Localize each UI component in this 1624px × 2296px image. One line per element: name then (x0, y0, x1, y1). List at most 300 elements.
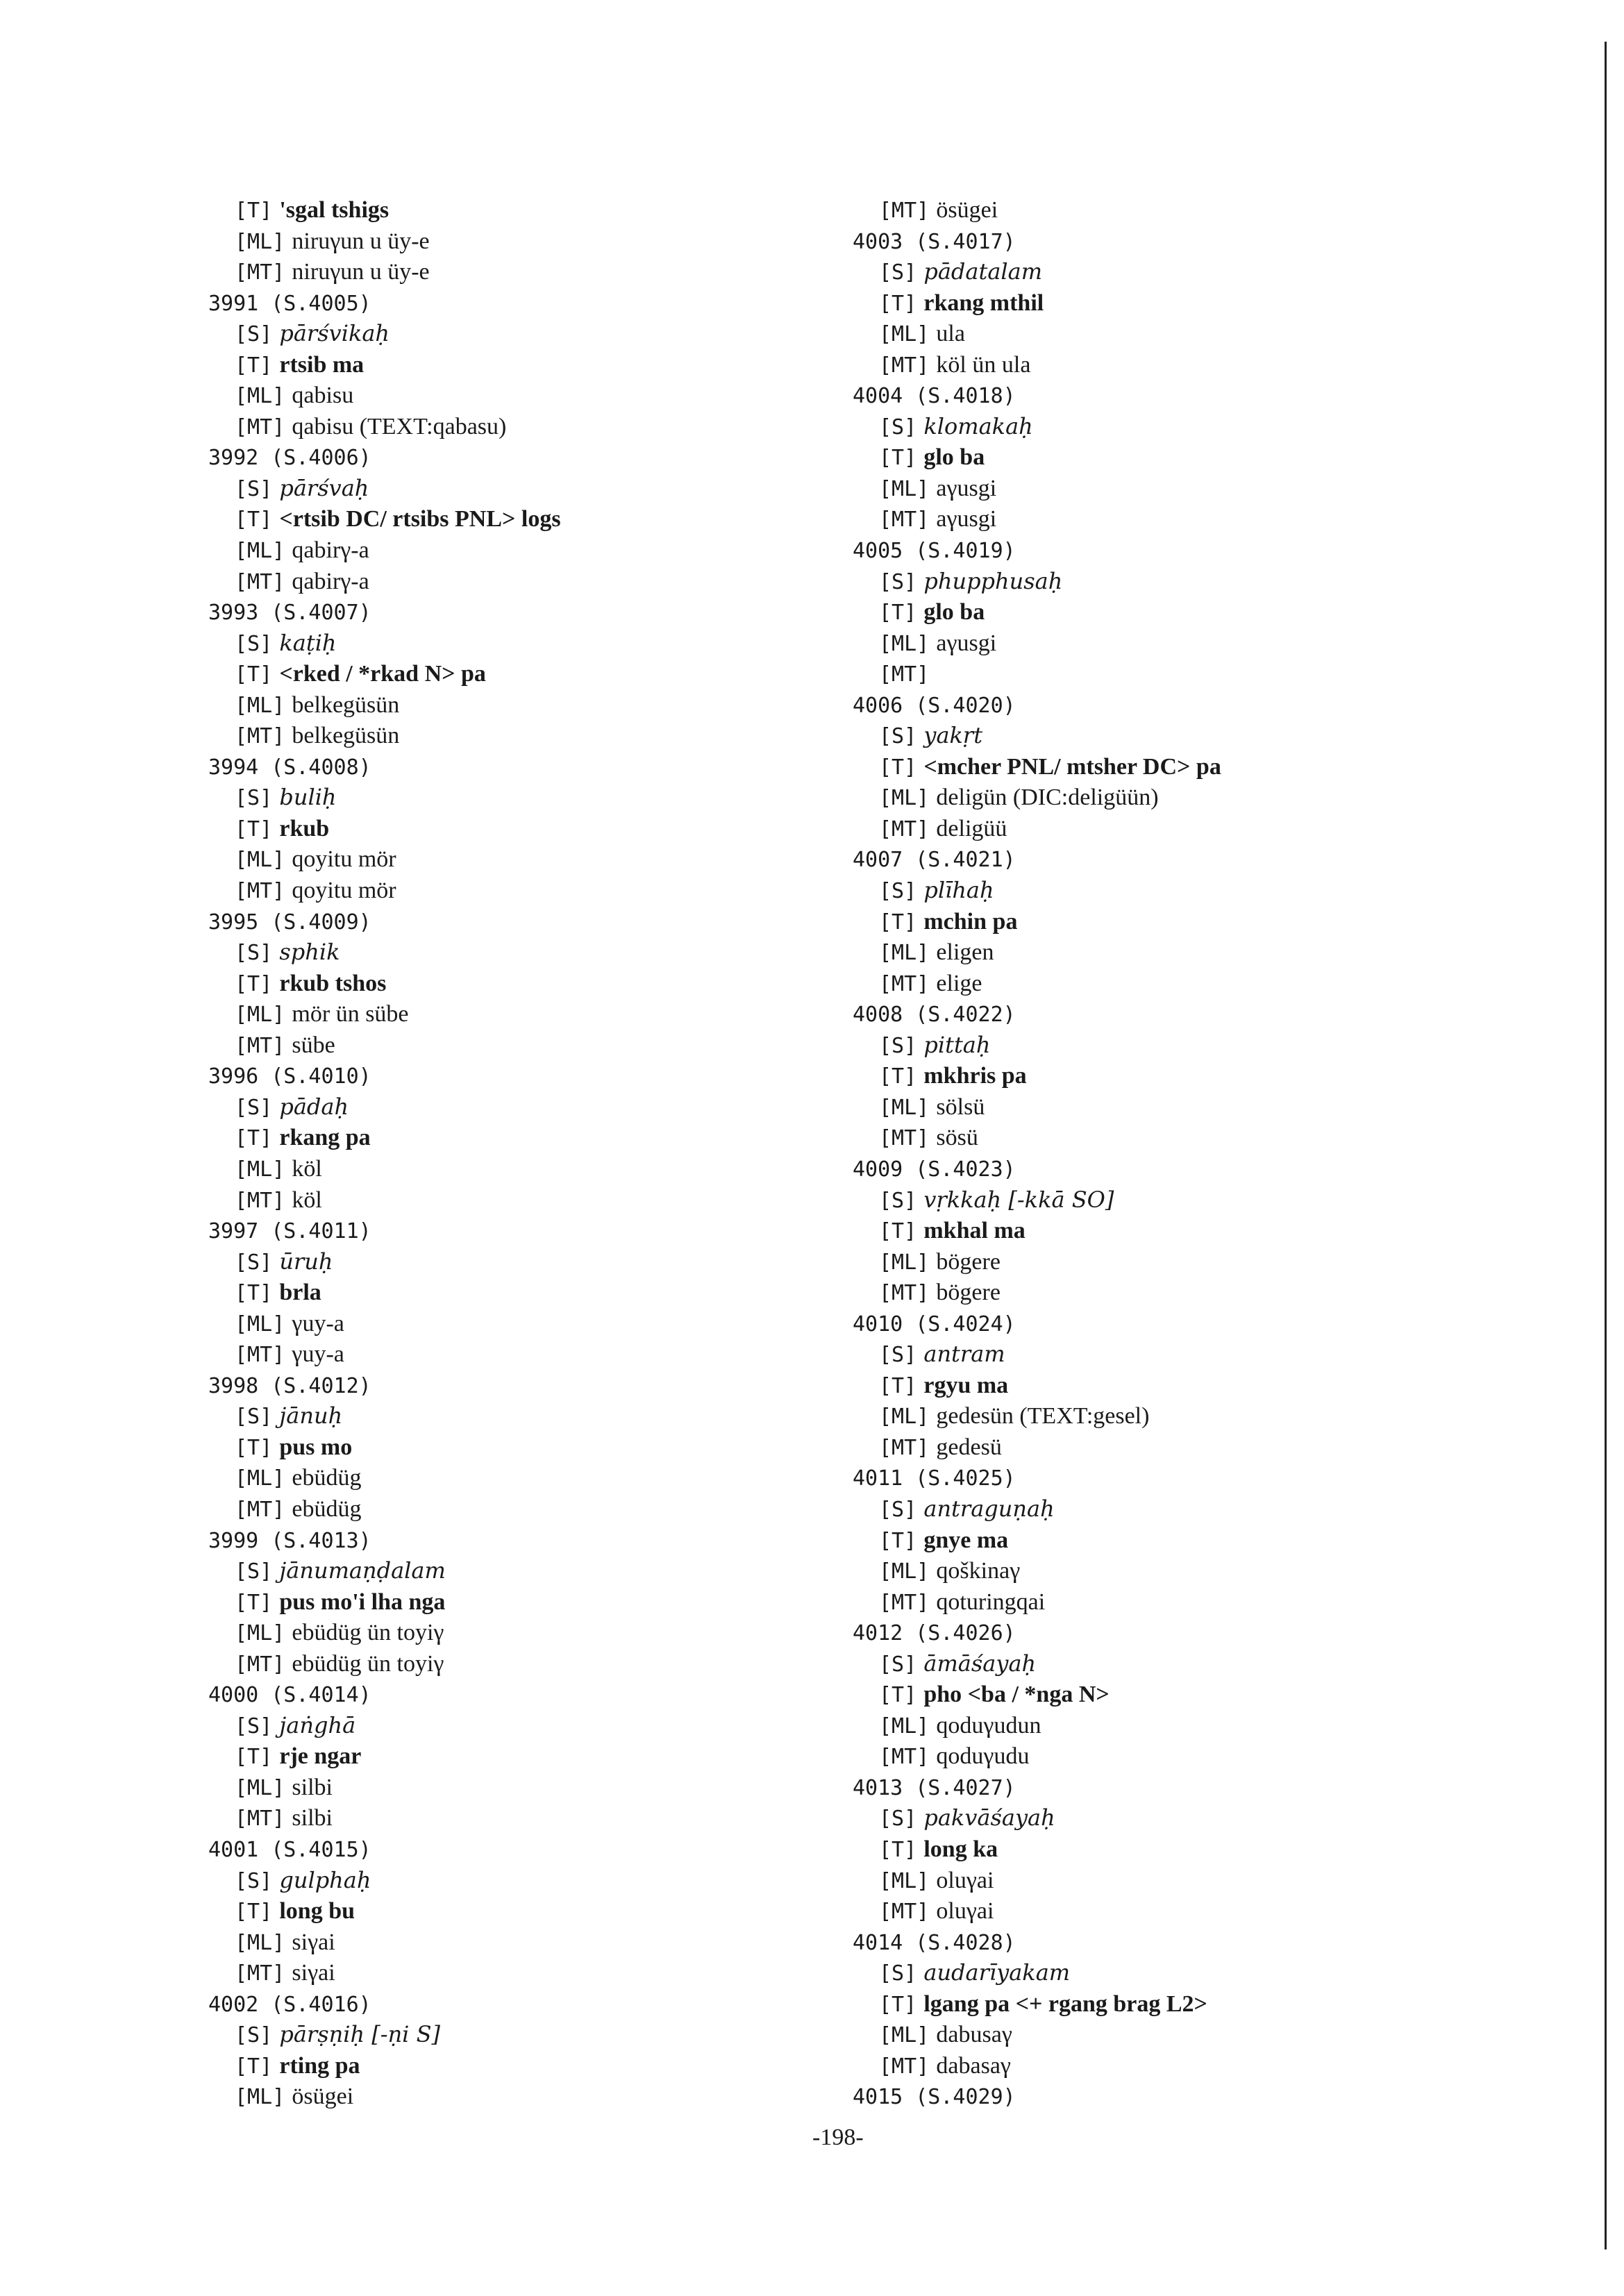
entry-line-t (208, 503, 833, 535)
entry-line-ml (853, 1091, 1547, 1123)
entry-line-t (208, 1432, 833, 1463)
entry-line-ml (853, 473, 1547, 504)
entry-line-mt (853, 1895, 1547, 1927)
entry-line-s (853, 1030, 1547, 1061)
entry-number: 4005 (853, 539, 903, 564)
language-tag: [ML] (879, 1405, 930, 1430)
entry-line-s (208, 1246, 833, 1277)
entry-line-ml (208, 1927, 833, 1958)
entry-header (208, 1525, 833, 1556)
entry-line-t (853, 1370, 1547, 1401)
entry-text: rkub (279, 815, 330, 841)
entry-line-t (853, 906, 1547, 937)
sanskrit-reference: (S.4008) (271, 755, 371, 780)
entry-text: siγai (292, 1929, 335, 1955)
entry-text: köl ün ula (936, 351, 1031, 378)
entry-line-mt (208, 1957, 833, 1988)
entry-line-ml (853, 937, 1547, 968)
language-tag: [ML] (235, 1157, 285, 1182)
entry-line-ml (853, 1555, 1547, 1586)
language-tag: [S] (879, 260, 917, 285)
entry-text: sübe (292, 1032, 335, 1058)
sanskrit-reference: (S.4014) (271, 1683, 371, 1708)
language-tag: [S] (879, 724, 917, 749)
page-number: -198- (812, 2125, 864, 2150)
entry-text: eligen (936, 939, 994, 966)
entry-text: qabisu (TEXT:qabasu) (292, 413, 507, 439)
language-tag: [S] (879, 1188, 917, 1213)
language-tag: [MT] (879, 816, 930, 841)
entry-number: 3994 (208, 755, 259, 780)
sanskrit-reference: (S.4012) (271, 1373, 371, 1398)
entry-line-t (208, 1895, 833, 1927)
language-tag: [S] (235, 786, 273, 811)
entry-number: 3996 (208, 1064, 259, 1089)
entry-line-t (208, 1122, 833, 1153)
language-tag: [T] (879, 1219, 917, 1244)
entry-text: glo ba (923, 599, 985, 626)
entry-number: 4004 (853, 384, 903, 409)
entry-text: silbi (292, 1805, 333, 1832)
entry-header (853, 380, 1547, 411)
language-tag: [T] (879, 1837, 917, 1862)
entry-number: 4003 (853, 229, 903, 254)
entry-line-ml (208, 1617, 833, 1648)
entry-line-ml (208, 535, 833, 566)
entry-line-mt (208, 566, 833, 597)
language-tag: [S] (879, 1497, 917, 1522)
entry-line-ml (853, 1865, 1547, 1896)
entry-header (208, 596, 833, 628)
sanskrit-reference: (S.4006) (271, 446, 371, 471)
language-tag: [MT] (879, 353, 930, 378)
entry-line-mt (208, 1184, 833, 1216)
language-tag: [T] (879, 1528, 917, 1553)
entry-text: rting pa (279, 2052, 360, 2079)
entry-header (208, 751, 833, 782)
entry-text: aγusgi (936, 475, 997, 501)
entry-line-ml (208, 1772, 833, 1803)
language-tag: [T] (879, 1992, 917, 2017)
entry-line-s (208, 2019, 833, 2050)
entry-text: antram (923, 1341, 1005, 1368)
entry-text: dabasaγ (936, 2052, 1011, 2079)
entry-text: ebüdüg (292, 1465, 362, 1491)
language-tag: [MT] (235, 1343, 285, 1368)
entry-line-ml (208, 998, 833, 1030)
entry-text: qabirγ-a (292, 568, 369, 594)
entry-text: ūruḥ (279, 1248, 333, 1275)
sanskrit-reference: (S.4022) (915, 1003, 1016, 1028)
language-tag: [ML] (879, 2023, 930, 2048)
entry-number: 4010 (853, 1312, 903, 1336)
entry-header (853, 2081, 1547, 2112)
language-tag: [MT] (235, 1188, 285, 1213)
entry-header (208, 906, 833, 937)
entry-text: pārśvaḥ (279, 474, 369, 501)
entry-text: pittaḥ (923, 1031, 991, 1058)
entry-line-mt (208, 1030, 833, 1061)
language-tag: [T] (879, 601, 917, 626)
entry-text: aγusgi (936, 506, 997, 533)
entry-text: ula (936, 321, 965, 347)
language-tag: [ML] (879, 1250, 930, 1275)
entry-line-mt (853, 813, 1547, 844)
sanskrit-reference: (S.4027) (915, 1775, 1016, 1800)
language-tag: [T] (879, 910, 917, 935)
entry-text: long bu (279, 1898, 355, 1925)
entry-text: yakṛt (923, 722, 983, 749)
entry-line-ml (208, 226, 833, 257)
language-tag: [ML] (235, 229, 285, 254)
entry-text: deligüü (936, 815, 1007, 841)
entry-text: mkhris pa (923, 1063, 1027, 1089)
entry-text: aγusgi (936, 630, 997, 656)
entry-text: ösügei (292, 2084, 354, 2110)
language-tag: [ML] (879, 1559, 930, 1584)
language-tag: [MT] (235, 724, 285, 749)
language-tag: [T] (235, 971, 273, 996)
entry-line-mt (853, 1586, 1547, 1618)
entry-line-s (853, 1339, 1547, 1370)
entry-line-ml (853, 318, 1547, 349)
language-tag: [S] (879, 1033, 917, 1058)
language-tag: [S] (235, 1559, 273, 1584)
entry-text: pārśvikaḥ (279, 320, 390, 347)
entry-number: 4002 (208, 1992, 259, 2017)
language-tag: [T] (879, 1683, 917, 1708)
language-tag: [MT] (235, 1033, 285, 1058)
entry-number: 3991 (208, 291, 259, 316)
entry-text: elige (936, 970, 982, 996)
entry-line-ml (208, 1462, 833, 1493)
entry-line-mt (208, 720, 833, 751)
language-tag: [ML] (235, 693, 285, 718)
entry-line-s (853, 1184, 1547, 1216)
entry-header (208, 1988, 833, 2020)
entry-text: ösügei (936, 197, 998, 223)
entry-line-t (853, 1060, 1547, 1091)
entry-text: qabisu (292, 383, 354, 409)
language-tag: [T] (235, 199, 273, 223)
entry-header (208, 1215, 833, 1246)
entry-header (853, 689, 1547, 721)
entry-line-ml (208, 380, 833, 411)
language-tag: [MT] (235, 1497, 285, 1522)
entry-number: 4007 (853, 848, 903, 873)
entry-line-ml (208, 1153, 833, 1184)
entry-line-t (853, 1679, 1547, 1710)
language-tag: [T] (235, 1281, 273, 1306)
entry-number: 4000 (208, 1683, 259, 1708)
language-tag: [MT] (235, 1652, 285, 1677)
entry-text: ebüdüg ün toyiγ (292, 1620, 444, 1646)
entry-line-ml (853, 628, 1547, 659)
entry-text: mkhal ma (923, 1218, 1026, 1244)
entry-line-s (208, 628, 833, 659)
language-tag: [S] (235, 1405, 273, 1430)
language-tag: [S] (235, 1095, 273, 1120)
entry-text: jānumaṇḍalam (279, 1557, 446, 1584)
entry-text: qoyitu mör (292, 878, 396, 904)
entry-line-ml (853, 1400, 1547, 1432)
entry-text: audarīyakam (923, 1959, 1071, 1986)
entry-number: 4013 (853, 1775, 903, 1800)
entry-text: rgyu ma (923, 1372, 1009, 1398)
entry-text: dabusaγ (936, 2022, 1012, 2048)
entry-number: 4014 (853, 1930, 903, 1955)
entry-text: antraguṇaḥ (923, 1495, 1055, 1522)
entry-line-mt (853, 1277, 1547, 1308)
entry-text: oluγai (936, 1867, 994, 1893)
language-tag: [T] (235, 1126, 273, 1151)
entry-text: brla (279, 1280, 321, 1306)
entry-line-t (853, 1988, 1547, 2020)
language-tag: [S] (235, 1250, 273, 1275)
entry-text: pārṣṇiḥ [-ṇi S] (279, 2021, 440, 2048)
entry-text: pādatalam (923, 258, 1043, 285)
entry-text: γuy-a (292, 1341, 344, 1368)
language-tag: [ML] (235, 1466, 285, 1491)
entry-line-s (853, 1957, 1547, 1988)
language-tag: [ML] (235, 384, 285, 409)
language-tag: [S] (235, 476, 273, 501)
entry-text: qoškinaγ (936, 1558, 1021, 1584)
entry-line-t (208, 658, 833, 689)
entry-text: āmāśayaḥ (923, 1650, 1037, 1677)
entry-text: oluγai (936, 1898, 994, 1925)
entry-line-mt (853, 503, 1547, 535)
sanskrit-reference: (S.4016) (271, 1992, 371, 2017)
entry-text: gulphaḥ (279, 1866, 371, 1893)
entry-line-ml (853, 1710, 1547, 1741)
language-tag: [S] (235, 322, 273, 347)
language-tag: [ML] (879, 786, 930, 811)
entry-text: pho <ba / *nga N> (923, 1682, 1110, 1708)
entry-text: kaṭiḥ (279, 629, 337, 656)
entry-header (853, 1462, 1547, 1493)
entry-text: silbi (292, 1774, 333, 1800)
entry-header (853, 1617, 1547, 1648)
language-tag: [MT] (235, 1807, 285, 1832)
language-tag: [ML] (879, 1868, 930, 1893)
language-tag: [ML] (235, 2085, 285, 2110)
language-tag: [T] (879, 755, 917, 780)
entry-line-s (853, 875, 1547, 906)
entry-text: 'sgal tshigs (279, 197, 390, 223)
language-tag: [T] (235, 1745, 273, 1770)
language-tag: [MT] (879, 1126, 930, 1151)
language-tag: [MT] (879, 1900, 930, 1925)
sanskrit-reference: (S.4025) (915, 1466, 1016, 1491)
entry-line-s (208, 1710, 833, 1741)
entry-number: 4015 (853, 2085, 903, 2110)
language-tag: [S] (879, 569, 917, 594)
language-tag: [S] (879, 1961, 917, 1986)
entry-text: niruγun u üy-e (292, 259, 430, 285)
entry-header (208, 1679, 833, 1710)
entry-line-t (208, 349, 833, 380)
entry-text: sölsü (936, 1093, 985, 1120)
entry-line-s (853, 1648, 1547, 1679)
sanskrit-reference: (S.4028) (915, 1930, 1016, 1955)
entry-line-s (208, 782, 833, 813)
entry-line-s (208, 473, 833, 504)
language-tag: [MT] (879, 662, 930, 687)
language-tag: [S] (879, 1807, 917, 1832)
sanskrit-reference: (S.4017) (915, 229, 1016, 254)
language-tag: [S] (235, 631, 273, 656)
entry-number: 4008 (853, 1003, 903, 1028)
entry-line-s (208, 1400, 833, 1432)
entry-header (853, 1308, 1547, 1339)
sanskrit-reference: (S.4015) (271, 1837, 371, 1862)
language-tag: [ML] (235, 1621, 285, 1646)
entry-text: vṛkkaḥ [-kkā SO] (923, 1186, 1114, 1213)
entry-text: qoduγudu (936, 1743, 1030, 1770)
language-tag: [T] (879, 291, 917, 316)
language-tag: [ML] (879, 631, 930, 656)
entry-line-s (208, 1865, 833, 1896)
entry-line-t (853, 442, 1547, 473)
entry-text: gedesü (936, 1434, 1002, 1460)
sanskrit-reference: (S.4020) (915, 693, 1016, 718)
entry-text: mchin pa (923, 908, 1018, 935)
entry-number: 3998 (208, 1373, 259, 1398)
entry-text: <mcher PNL/ mtsher DC> pa (923, 753, 1221, 780)
entry-header (853, 1927, 1547, 1958)
sanskrit-reference: (S.4005) (271, 291, 371, 316)
language-tag: [S] (879, 1652, 917, 1677)
sanskrit-reference: (S.4023) (915, 1157, 1016, 1182)
language-tag: [ML] (879, 322, 930, 347)
entry-text: deligün (DIC:deligüün) (936, 785, 1159, 811)
entry-text: phupphusaḥ (923, 567, 1063, 594)
sanskrit-reference: (S.4007) (271, 601, 371, 626)
sanskrit-reference: (S.4019) (915, 539, 1016, 564)
entry-line-s (853, 720, 1547, 751)
language-tag: [T] (879, 1373, 917, 1398)
entry-header (208, 1834, 833, 1865)
entry-text: sösü (936, 1125, 978, 1151)
entry-text: pādaḥ (279, 1093, 349, 1120)
entry-text: qabirγ-a (292, 537, 369, 564)
entry-number: 3995 (208, 910, 259, 935)
language-tag: [S] (235, 941, 273, 966)
entry-line-mt (853, 968, 1547, 999)
entry-line-mt (853, 1741, 1547, 1772)
entry-text: bögere (936, 1248, 1001, 1275)
entry-line-t (208, 968, 833, 999)
language-tag: [ML] (235, 1930, 285, 1955)
language-tag: [MT] (879, 1435, 930, 1460)
entry-line-mt (208, 411, 833, 442)
entry-text: ebüdüg (292, 1495, 362, 1522)
entry-number: 3999 (208, 1528, 259, 1553)
entry-header (853, 1772, 1547, 1803)
language-tag: [T] (235, 1900, 273, 1925)
entry-header (853, 226, 1547, 257)
entry-line-ml (853, 2019, 1547, 2050)
language-tag: [MT] (235, 260, 285, 285)
sanskrit-reference: (S.4011) (271, 1219, 371, 1244)
language-tag: [S] (235, 2023, 273, 2048)
entry-line-t (208, 2050, 833, 2081)
entry-text: glo ba (923, 444, 985, 471)
entry-line-ml (208, 1308, 833, 1339)
entry-text: rkub tshos (279, 970, 387, 996)
entry-header (208, 1060, 833, 1091)
entry-text: sphik (279, 939, 340, 966)
sanskrit-reference: (S.4024) (915, 1312, 1016, 1336)
language-tag: [T] (879, 1064, 917, 1089)
entry-line-s (853, 1493, 1547, 1525)
entry-line-t (853, 596, 1547, 628)
language-tag: [MT] (879, 199, 930, 223)
entry-text: long ka (923, 1836, 998, 1862)
entry-line-t (853, 751, 1547, 782)
sanskrit-reference: (S.4018) (915, 384, 1016, 409)
entry-number: 4006 (853, 693, 903, 718)
entry-line-s (208, 318, 833, 349)
language-tag: [MT] (235, 1961, 285, 1986)
right-column (853, 194, 1547, 2112)
language-tag: [S] (235, 1713, 273, 1738)
entry-text: jaṅghā (279, 1711, 356, 1738)
language-tag: [T] (235, 662, 273, 687)
language-tag: [MT] (879, 971, 930, 996)
language-tag: [ML] (879, 941, 930, 966)
entry-header (208, 1370, 833, 1401)
sanskrit-reference: (S.4013) (271, 1528, 371, 1553)
entry-number: 3993 (208, 601, 259, 626)
entry-line-mt (853, 349, 1547, 380)
entry-text: plīhaḥ (923, 877, 994, 904)
language-tag: [S] (879, 414, 917, 439)
entry-line-s (853, 411, 1547, 442)
entry-text: <rked / *rkad N> pa (279, 661, 486, 687)
entry-text: belkegüsün (292, 723, 400, 749)
entry-line-s (853, 566, 1547, 597)
entry-line-t (853, 1525, 1547, 1556)
language-tag: [T] (235, 1435, 273, 1460)
language-tag: [MT] (235, 879, 285, 904)
language-tag: [T] (235, 816, 273, 841)
entry-text: qoyitu mör (292, 846, 396, 873)
entry-line-mt (208, 875, 833, 906)
language-tag: [MT] (235, 414, 285, 439)
language-tag: [T] (235, 2054, 273, 2079)
language-tag: [S] (879, 879, 917, 904)
language-tag: [MT] (235, 569, 285, 594)
entry-line-t (853, 1834, 1547, 1865)
entry-header (853, 844, 1547, 875)
entry-line-ml (853, 1246, 1547, 1277)
language-tag: [ML] (235, 1003, 285, 1028)
language-tag: [S] (235, 1868, 273, 1893)
entry-text: niruγun u üy-e (292, 228, 430, 254)
language-tag: [MT] (879, 1281, 930, 1306)
entry-line-mt (853, 2050, 1547, 2081)
sanskrit-reference: (S.4009) (271, 910, 371, 935)
entry-number: 3992 (208, 446, 259, 471)
sanskrit-reference: (S.4026) (915, 1621, 1016, 1646)
entry-line-mt (853, 1122, 1547, 1153)
entry-text: köl (292, 1155, 322, 1182)
entry-text: köl (292, 1187, 322, 1213)
language-tag: [MT] (879, 1745, 930, 1770)
language-tag: [ML] (235, 1775, 285, 1800)
